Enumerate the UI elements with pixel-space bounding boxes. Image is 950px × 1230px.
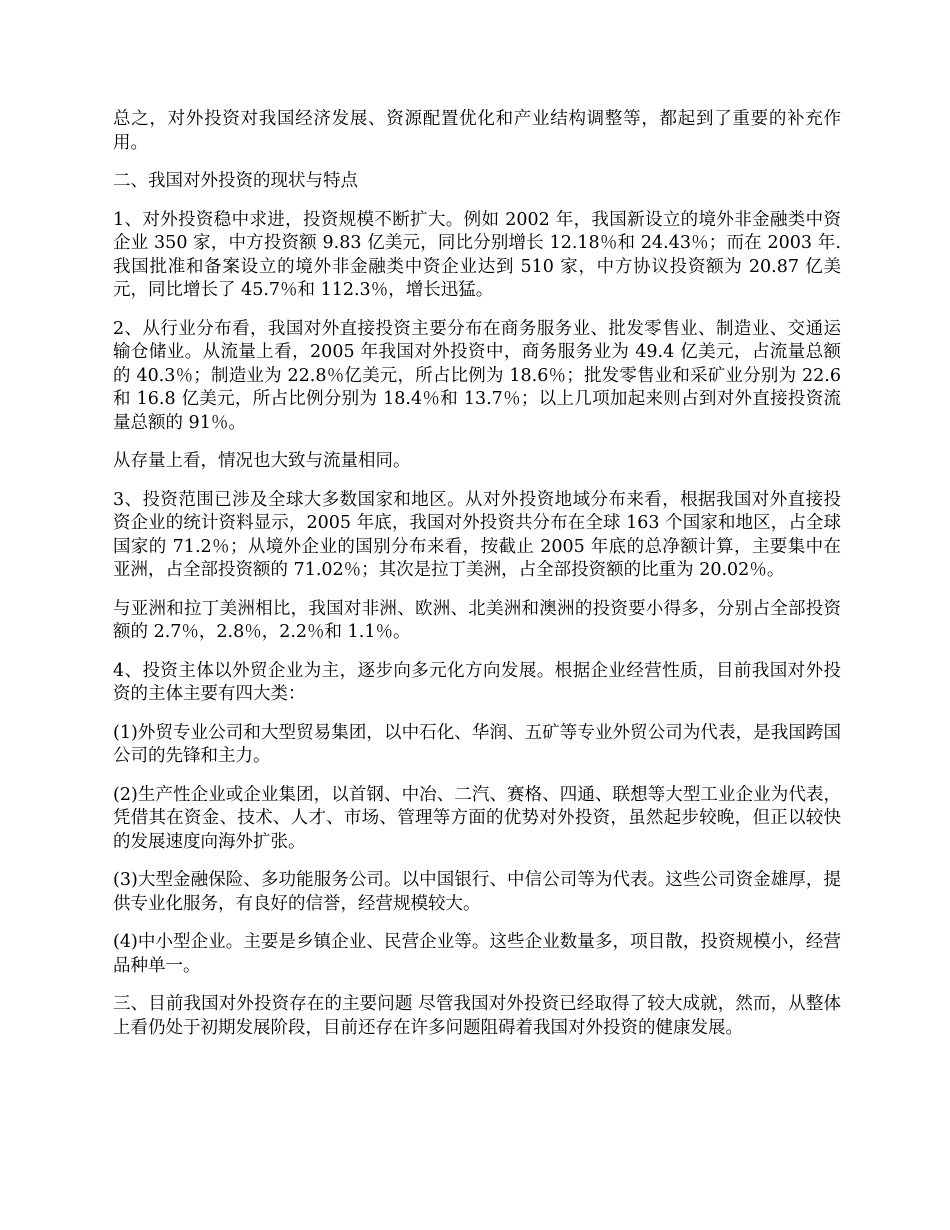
- paragraph-conclusion: 总之，对外投资对我国经济发展、资源配置优化和产业结构调整等，都起到了重要的补充作用。: [113, 109, 841, 153]
- paragraph-point-1-scale: 1、对外投资稳中求进，投资规模不断扩大。例如 2002 年，我国新设立的境外非金融类中资企业 350 家，中方投资额 9.83 亿美元，同比分别增长 12.18％和 24.43％；而在 2003 年.我国批准和备案设立的境外非金融类中资企业达到 510 家，中方协议投资额为 20.87 亿美元，同比增长了 45.7％和 112.3％，增长迅猛。: [113, 209, 841, 300]
- section-heading-problems: 三、目前我国对外投资存在的主要问题 尽管我国对外投资已经取得了较大成就，然而，从整体上看仍处于初期发展阶段，目前还存在许多问题阻碍着我国对外投资的健康发展。: [113, 994, 841, 1038]
- paragraph-point-2-industry: 2、从行业分布看，我国对外直接投资主要分布在商务服务业、批发零售业、制造业、交通运输仓储业。从流量上看，2005 年我国对外投资中，商务服务业为 49.4 亿美元，占流量总额的 40.3％；制造业为 22.8％亿美元，所占比例为 18.6％；批发零售业和采矿业分别为 22.6 和 16.8 亿美元，所占比例分别为 18.4％和 13.7％；以上几项加起来则占到对外直接投资流量总额的 91％。: [113, 318, 841, 433]
- section-heading-current-status: 二、我国对外投资的现状与特点: [113, 171, 358, 191]
- document-body: [113, 108, 841, 1055]
- list-item-1-trade-companies: (1)外贸专业公司和大型贸易集团，以中石化、华润、五矿等专业外贸公司为代表，是我国跨国公司的先锋和主力。: [113, 722, 841, 766]
- list-item-4-small-enterprises: (4)中小型企业。主要是乡镇企业、民营企业等。这些企业数量多，项目散，投资规模小，经营品种单一。: [113, 932, 841, 976]
- paragraph-point-3-regions: 3、投资范围已涉及全球大多数国家和地区。从对外投资地域分布来看，根据我国对外直接投资企业的统计资料显示，2005 年底，我国对外投资共分布在全球 163 个国家和地区，占全球国家的 71.2％；从境外企业的国别分布来看，按截止 2005 年底的总净额计算，主要集中在亚洲，占全部投资额的 71.02％；其次是拉丁美洲，占全部投资额的比重为 20.02％。: [113, 489, 841, 580]
- list-item-2-industrial-groups: (2)生产性企业或企业集团，以首钢、中冶、二汽、赛格、四通、联想等大型工业企业为代表，凭借其在资金、技术、人才、市场、管理等方面的优势对外投资，虽然起步较晚，但正以较快的发展速度向海外扩张。: [113, 784, 841, 852]
- paragraph-other-continents: 与亚洲和拉丁美洲相比，我国对非洲、欧洲、北美洲和澳洲的投资要小得多，分别占全部投资额的 2.7％，2.8％，2.2％和 1.1％。: [113, 598, 841, 642]
- paragraph-point-4-investors: 4、投资主体以外贸企业为主，逐步向多元化方向发展。根据企业经营性质，目前我国对外投资的主体主要有四大类：: [113, 660, 841, 704]
- list-item-3-financial-services: (3)大型金融保险、多功能服务公司。以中国银行、中信公司等为代表。这些公司资金雄厚，提供专业化服务，有良好的信誉，经营规模较大。: [113, 870, 841, 914]
- paragraph-stock-note: 从存量上看，情况也大致与流量相同。: [113, 451, 411, 471]
